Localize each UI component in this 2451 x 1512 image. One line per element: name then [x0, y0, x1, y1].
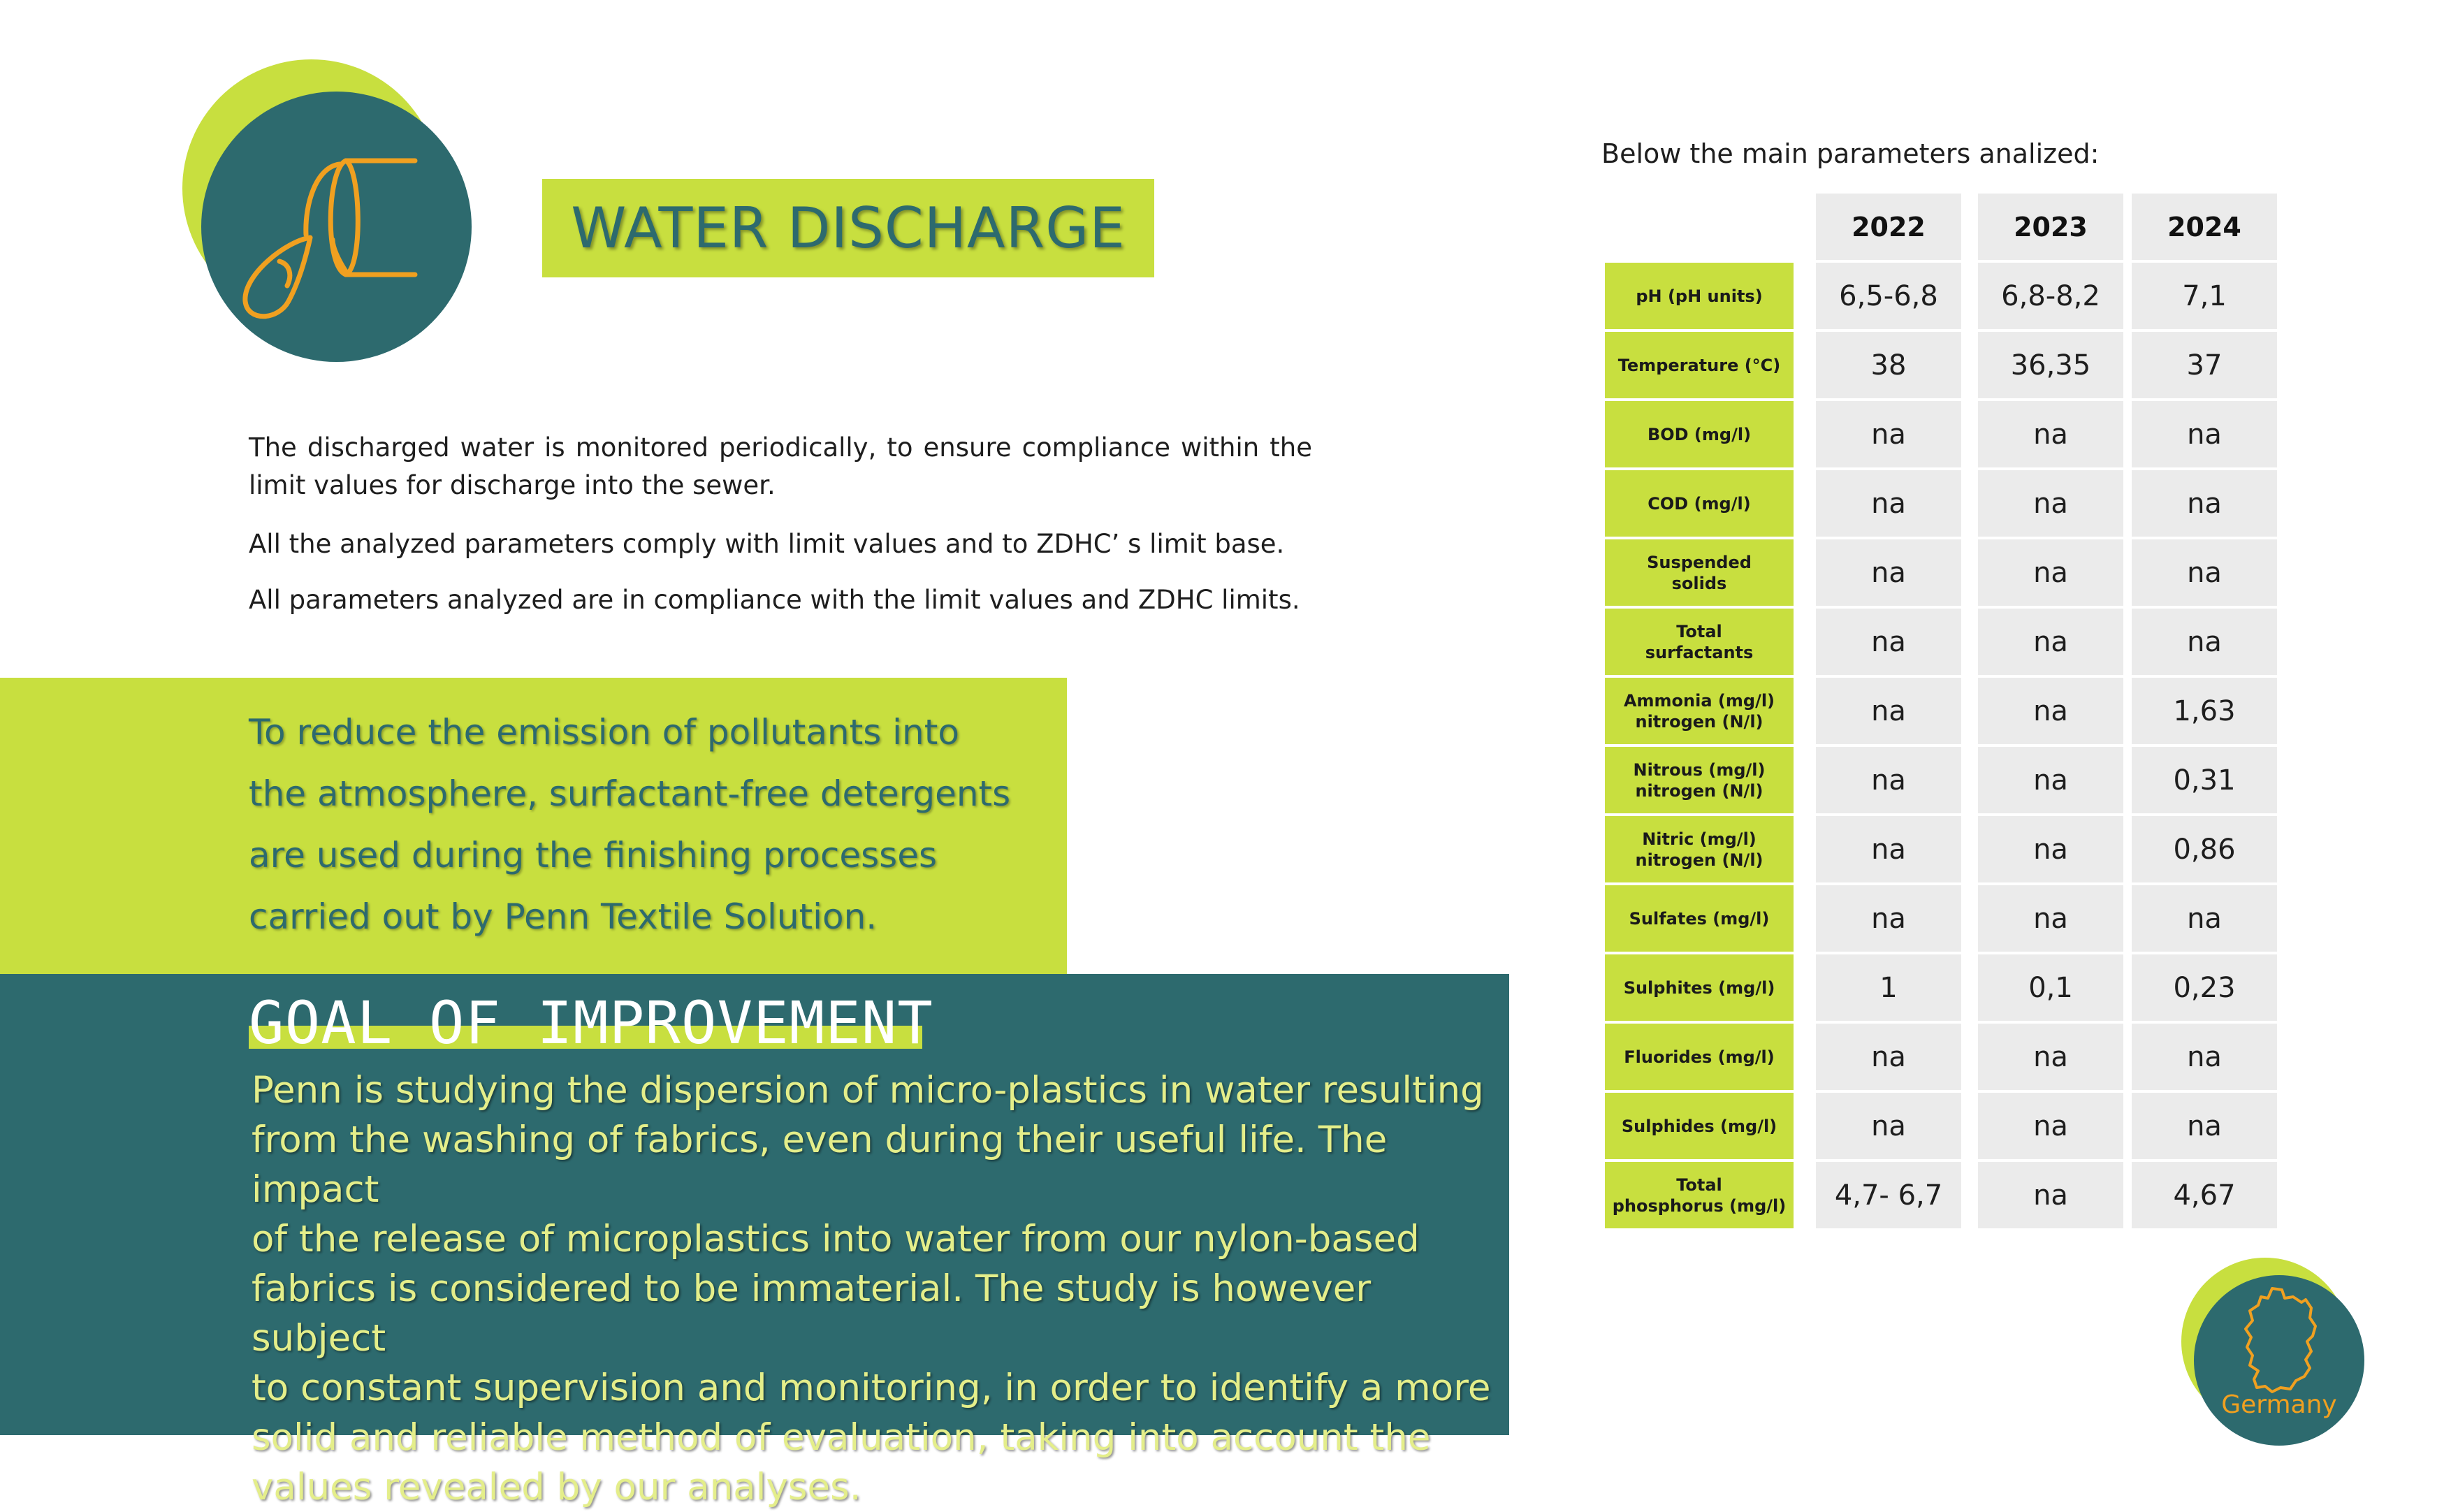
param-label — [1605, 678, 1794, 744]
value-cell: na — [1816, 609, 1961, 675]
goal-line: Penn is studying the dispersion of micro-plastics in water resulting — [252, 1069, 1484, 1112]
param-label — [1605, 1162, 1794, 1228]
param-label-line: nitrogen (N/l) — [1635, 780, 1763, 801]
badge-label: Germany — [2221, 1390, 2337, 1419]
value-cell: na — [1978, 401, 2123, 467]
value-cell: na — [2132, 470, 2277, 537]
value-cell: 7,1 — [2132, 263, 2277, 329]
value-cell: na — [1816, 470, 1961, 537]
table-caption: Below the main parameters analized: — [1601, 138, 2100, 169]
highlight-line: To reduce the emission of pollutants into — [249, 712, 959, 753]
param-label — [1605, 332, 1794, 398]
param-label-line: Fluorides (mg/l) — [1624, 1047, 1775, 1067]
value-cell: na — [1978, 539, 2123, 606]
param-label-line: Temperature (°C) — [1617, 355, 1781, 375]
goal-line: values revealed by our analyses. — [252, 1466, 861, 1509]
value-cell: na — [1816, 1093, 1961, 1159]
value-cell: 4,67 — [2132, 1162, 2277, 1228]
value-cell: na — [2132, 1024, 2277, 1090]
value-cell: 4,7- 6,7 — [1816, 1162, 1961, 1228]
value-cell: na — [2132, 401, 2277, 467]
value-cell: 38 — [1816, 332, 1961, 398]
param-label — [1605, 539, 1794, 606]
highlight-line: the atmosphere, surfactant-free detergents — [249, 773, 1011, 814]
param-label-line: nitrogen (N/l) — [1635, 850, 1763, 870]
goal-line: of the release of microplastics into water from our nylon-based — [252, 1218, 1420, 1260]
value-cell: na — [1978, 816, 2123, 882]
param-label-line: surfactants — [1645, 642, 1754, 662]
value-cell: 1,63 — [2132, 678, 2277, 744]
value-cell: na — [1978, 470, 2123, 537]
highlight-line: are used during the finishing processes — [249, 835, 938, 875]
intro-paragraph-1: The discharged water is monitored periodically, to ensure compliance within the limit values for discharge into the sewer. — [249, 432, 1312, 500]
param-label-line: COD (mg/l) — [1648, 493, 1751, 514]
value-cell: 36,35 — [1978, 332, 2123, 398]
value-cell: 0,31 — [2132, 747, 2277, 813]
value-cell: na — [1816, 539, 1961, 606]
param-label-line: Sulphides (mg/l) — [1621, 1116, 1777, 1136]
value-cell: na — [1978, 1093, 2123, 1159]
goal-title: GOAL OF IMPROVEMENT — [249, 989, 933, 1057]
value-cell: na — [1978, 609, 2123, 675]
intro-paragraph-3: All parameters analyzed are in compliance with the limit values and ZDHC limits. — [249, 585, 1300, 615]
value-cell: na — [1978, 885, 2123, 952]
value-cell: na — [1816, 1024, 1961, 1090]
year-header-2022: 2022 — [1816, 194, 1961, 260]
param-label-line: solids — [1671, 573, 1727, 593]
param-label — [1605, 816, 1794, 882]
param-label — [1605, 609, 1794, 675]
highlight-line: carried out by Penn Textile Solution. — [249, 896, 878, 937]
value-cell: na — [2132, 885, 2277, 952]
value-cell: na — [2132, 539, 2277, 606]
param-label — [1605, 470, 1794, 537]
goal-line: solid and reliable method of evaluation, taking into account the — [252, 1416, 1431, 1459]
year-header-2024: 2024 — [2132, 194, 2277, 260]
value-cell: na — [2132, 609, 2277, 675]
param-label-line: Total — [1676, 621, 1722, 641]
value-cell: 0,86 — [2132, 816, 2277, 882]
value-cell: na — [1978, 747, 2123, 813]
value-cell: 0,1 — [1978, 954, 2123, 1021]
value-cell: na — [1816, 678, 1961, 744]
param-label — [1605, 1024, 1794, 1090]
value-cell: 0,23 — [2132, 954, 2277, 1021]
value-cell: na — [1816, 885, 1961, 952]
value-cell: na — [1978, 1162, 2123, 1228]
param-label-line: pH (pH units) — [1636, 286, 1763, 306]
param-label — [1605, 885, 1794, 952]
value-cell: 6,8-8,2 — [1978, 263, 2123, 329]
value-cell: na — [2132, 1093, 2277, 1159]
param-label-line: nitrogen (N/l) — [1635, 711, 1763, 732]
param-label — [1605, 263, 1794, 329]
param-label-line: Total — [1676, 1175, 1722, 1195]
goal-text — [252, 1066, 1502, 1512]
param-label — [1605, 747, 1794, 813]
param-label-line: Sulphites (mg/l) — [1623, 977, 1775, 998]
param-label-line: Suspended — [1647, 552, 1752, 572]
value-cell: na — [1816, 816, 1961, 882]
param-label-line: Ammonia (mg/l) — [1623, 690, 1775, 711]
water-pipe-icon — [201, 92, 472, 362]
param-label-line: Nitric (mg/l) — [1642, 829, 1757, 849]
value-cell: 6,5-6,8 — [1816, 263, 1961, 329]
param-label — [1605, 1093, 1794, 1159]
germany-map-icon — [2229, 1284, 2334, 1396]
goal-line: to constant supervision and monitoring, in order to identify a more — [252, 1367, 1491, 1409]
param-label-line: phosphorus (mg/l) — [1612, 1195, 1787, 1216]
param-label-line: Sulfates (mg/l) — [1629, 908, 1770, 929]
page-title: WATER DISCHARGE — [571, 196, 1126, 261]
value-cell: na — [1978, 678, 2123, 744]
param-label-line: BOD (mg/l) — [1647, 424, 1752, 444]
highlight-text — [249, 702, 1031, 947]
param-label — [1605, 401, 1794, 467]
goal-line: from the washing of fabrics, even during their useful life. The impact — [252, 1119, 1388, 1211]
year-header-2023: 2023 — [1978, 194, 2123, 260]
intro-paragraph-2: All the analyzed parameters comply with limit values and to ZDHC’ s limit base. — [249, 529, 1285, 559]
value-cell: na — [1816, 747, 1961, 813]
value-cell: na — [1816, 401, 1961, 467]
value-cell: 37 — [2132, 332, 2277, 398]
param-label-line: Nitrous (mg/l) — [1633, 759, 1766, 780]
param-label — [1605, 954, 1794, 1021]
goal-line: fabrics is considered to be immaterial. The study is however subject — [252, 1267, 1372, 1360]
value-cell: 1 — [1816, 954, 1961, 1021]
value-cell: na — [1978, 1024, 2123, 1090]
